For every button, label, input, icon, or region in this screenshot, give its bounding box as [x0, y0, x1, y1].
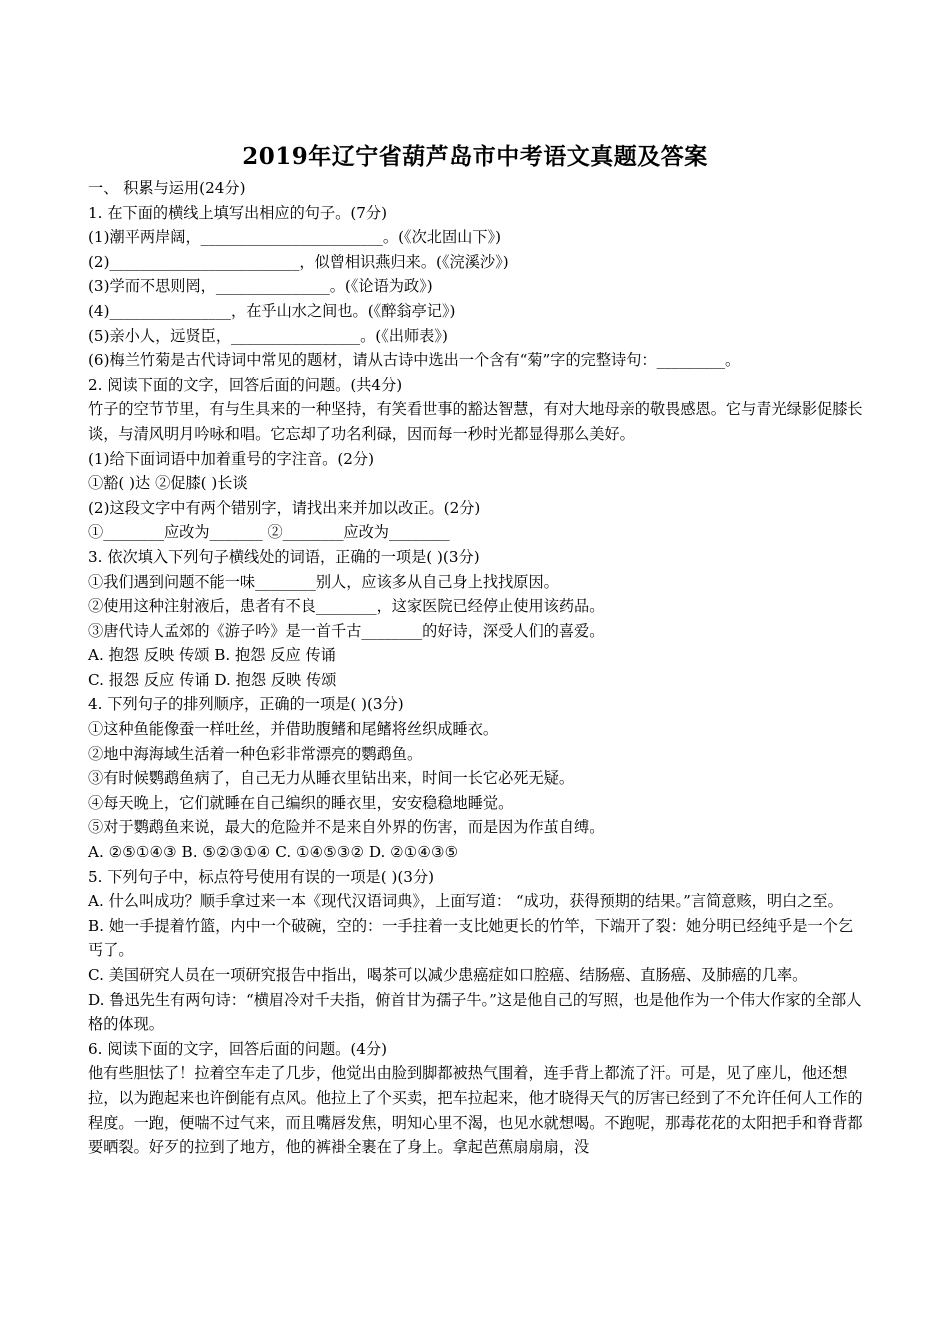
- document-body: [88, 176, 868, 1160]
- question-4-sentence-5: ⑤对于鹦鹉鱼来说，最大的危险并不是来自外界的伤害，而是因为作茧自缚。: [88, 818, 605, 837]
- question-5-option-b: B. 她一手提着竹篮，内中一个破碗，空的：一手拄着一支比她更长的竹竿，下端开了裂：她分明已经纯乎是一个乞丐了。: [88, 916, 854, 960]
- question-5-prompt: 5. 下列句子中，标点符号使用有误的一项是( )(3分): [88, 867, 435, 886]
- question-3-prompt: 3. 依次填入下列句子横线处的词语，正确的一项是( )(3分): [88, 547, 480, 566]
- section-heading: 一、 积累与运用(24分): [88, 179, 246, 197]
- question-3-options-cd: C. 报怨 反应 传诵 D. 抱怨 反映 传颂: [88, 670, 337, 689]
- question-4-prompt: 4. 下列句子的排列顺序，正确的一项是( )(3分): [88, 695, 404, 714]
- question-2-sub-2-blanks: ①________应改为_______ ②________应改为________: [88, 523, 450, 542]
- question-5-option-c: C. 美国研究人员在一项研究报告中指出，喝茶可以减少患癌症如口腔癌、结肠癌、直肠癌、及肺癌的几率。: [88, 966, 808, 984]
- question-3-sentence-2: ②使用这种注射液后，患者有不良________，这家医院已经停止使用该药品。: [88, 597, 605, 616]
- question-2-passage: 竹子的空节节里，有与生具来的一种坚持，有笑看世事的豁达智慧，有对大地母亲的敬畏感恩。它与青光绿影促膝长谈，与清风明月吟咏和唱。它忘却了功名利碌，因而每一秒时光都显得那么美好。: [88, 400, 863, 443]
- question-1-item-6: (6)梅兰竹菊是古代诗词中常见的题材，请从古诗中选出一个含有“菊”字的完整诗句：_________。: [88, 351, 741, 370]
- question-2-prompt: 2. 阅读下面的文字，回答后面的问题。(共4分): [88, 375, 403, 394]
- question-3-sentence-1: ①我们遇到问题不能一味________别人，应该多从自己身上找找原因。: [88, 572, 559, 591]
- question-2-sub-2: (2)这段文字中有两个错别字，请找出来并加以改正。(2分): [88, 498, 481, 517]
- question-5-option-d: D. 鲁迅先生有两句诗：“横眉冷对千夫指，俯首甘为孺子牛。”这是他自己的写照，也是他作为一个伟大作家的全部人格的体现。: [88, 990, 862, 1034]
- question-6-passage: 他有些胆怯了！拉着空车走了几步，他觉出由脸到脚都被热气围着，连手背上都流了汗。可是，见了座儿，他还想拉，以为跑起来也许倒能有点风。他拉上了个买卖，把车拉起来，他才晓得天气的厉害已经到了不允许任何人工作的程度。一跑，便喘不过气来，而且嘴唇发焦，明知心里不渴，也见水就想喝。不跑呢，那毒花花的太阳把手和脊背都要晒裂。好歹的拉到了地方，他的裤褂全裹在了身上。拿起芭蕉扇扇扇，没: [88, 1064, 863, 1157]
- question-1-item-1: (1)潮平两岸阔，________________________。(《次北固山下》): [88, 228, 502, 247]
- question-4-sentence-2: ②地中海海域生活着一种色彩非常漂亮的鹦鹉鱼。: [88, 744, 423, 763]
- question-2-sub-1: (1)给下面词语中加着重号的字注音。(2分): [88, 449, 375, 468]
- question-5-option-a: A. 什么叫成功？顺手拿过来一本《现代汉语词典》，上面写道： “成功，获得预期的结果。”言简意赅，明白之至。: [88, 892, 843, 911]
- page-title: 2019年辽宁省葫芦岛市中考语文真题及答案: [242, 143, 708, 170]
- question-3-sentence-3: ③唐代诗人孟郊的《游子吟》是一首千古________的好诗，深受人们的喜爱。: [88, 621, 605, 640]
- question-4-sentence-1: ①这种鱼能像蚕一样吐丝，并借助腹鳍和尾鳍将丝织成睡衣。: [88, 720, 499, 739]
- question-1-item-4: (4)________________，在乎山水之间也。(《醉翁亭记》): [88, 301, 456, 320]
- question-2-sub-1-items: ①豁( )达 ②促膝( )长谈: [88, 474, 248, 493]
- question-1-item-2: (2)_________________________，似曾相识燕归来。(《浣溪沙》): [88, 252, 509, 271]
- question-1-item-5: (5)亲小人，远贤臣，_________________。(《出师表》): [88, 326, 448, 345]
- question-6-prompt: 6. 阅读下面的文字，回答后面的问题。(4分): [88, 1039, 388, 1058]
- question-4-sentence-4: ④每天晚上，它们就睡在自己编织的睡衣里，安安稳稳地睡觉。: [88, 793, 514, 812]
- question-3-options-ab: A. 抱怨 反映 传颂 B. 抱怨 反应 传诵: [88, 646, 336, 665]
- question-4-sentence-3: ③有时候鹦鹉鱼病了，自己无力从睡衣里钻出来，时间一长它必死无疑。: [88, 769, 574, 788]
- question-4-options: A. ②⑤①④③ B. ⑤②③①④ C. ①④⑤③② D. ②①④③⑤: [88, 843, 459, 862]
- question-1-item-3: (3)学而不思则罔，_______________。(《论语为政》): [88, 277, 433, 296]
- question-1-prompt: 1. 在下面的横线上填写出相应的句子。(7分): [88, 203, 388, 222]
